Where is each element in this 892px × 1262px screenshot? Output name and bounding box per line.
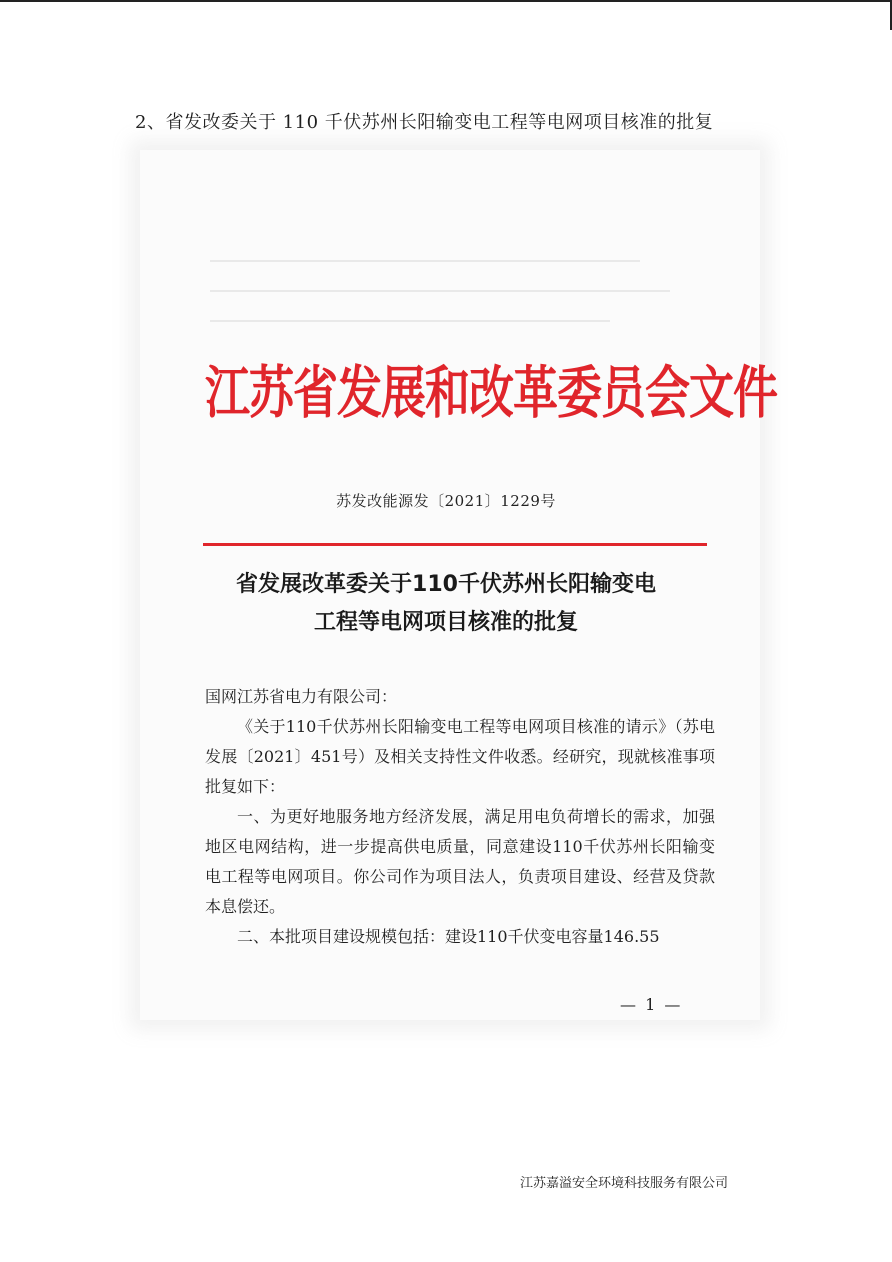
faint-bleed-line bbox=[210, 320, 610, 322]
letterhead-title: 江苏省发展和改革委员会文件 bbox=[205, 359, 778, 426]
section-heading: 2、省发改委关于 110 千伏苏州长阳输变电工程等电网项目核准的批复 bbox=[135, 112, 714, 133]
faint-bleed-line bbox=[210, 260, 640, 262]
body-paragraph-1: 《关于110千伏苏州长阳输变电工程等电网项目核准的请示》（苏电发展〔2021〕451号）及相关支持性文件收悉。经研究，现就核准事项批复如下： bbox=[205, 717, 715, 796]
body-paragraph-2: 一、为更好地服务地方经济发展，满足用电负荷增长的需求，加强地区电网结构，进一步提高供电质量，同意建设110千伏苏州长阳输变电工程等电网项目。你公司作为项目法人，负责项目建设、经营及贷款本息偿还。 bbox=[205, 807, 715, 916]
faint-bleed-line bbox=[210, 290, 670, 292]
document-body bbox=[205, 682, 715, 952]
body-paragraph-3: 二、本批项目建设规模包括：建设110千伏变电容量146.55 bbox=[237, 927, 660, 946]
letterhead-red-rule bbox=[203, 543, 707, 546]
document-title bbox=[0, 566, 892, 642]
salutation: 国网江苏省电力有限公司： bbox=[205, 687, 398, 706]
document-number: 苏发改能源发〔2021〕1229号 bbox=[336, 492, 556, 510]
footer-company-name: 江苏嘉溢安全环境科技服务有限公司 bbox=[520, 1176, 729, 1191]
document-title-line2: 工程等电网项目核准的批复 bbox=[313, 610, 578, 635]
page-top-border bbox=[0, 0, 892, 2]
page-number: — 1 — bbox=[620, 995, 683, 1014]
document-title-line1: 省发展改革委关于110千伏苏州长阳输变电 bbox=[236, 572, 656, 597]
